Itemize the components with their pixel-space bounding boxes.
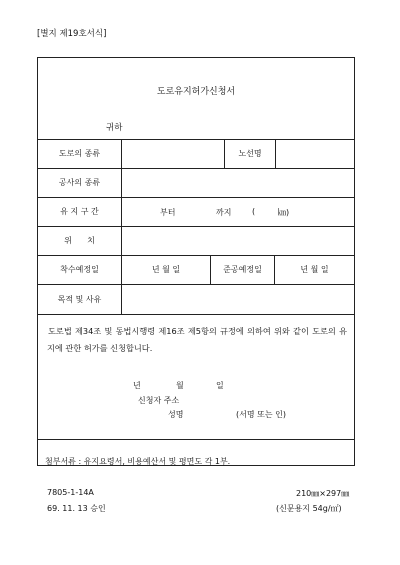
- section-to: 까지: [216, 208, 232, 217]
- section-unit-open: (: [252, 207, 256, 216]
- form-frame: [37, 57, 355, 466]
- approval-date: 69. 11. 13 승인: [47, 504, 106, 513]
- statement: 도로법 제34조 및 동법시행령 제16조 제5항의 규정에 의하여 위와 같이 도로의 유지에 관한 허가를 신청합니다.: [47, 326, 347, 353]
- completion-date-label: 준공예정일: [223, 265, 262, 274]
- sign-month: 월: [176, 381, 184, 390]
- route-name-label: 노선명: [238, 149, 262, 158]
- divider: [38, 314, 354, 315]
- completion-date-value[interactable]: 년 월 일: [300, 265, 329, 274]
- work-type-label: 공사의 종류: [58, 178, 101, 187]
- purpose-label: 목적 및 사유: [57, 294, 102, 304]
- applicant-address-label: 신청자 주소: [138, 396, 180, 405]
- route-name-field[interactable]: [276, 139, 354, 168]
- location-label: 위 치: [64, 236, 95, 245]
- location-field[interactable]: [122, 226, 354, 255]
- recipient-suffix: 귀하: [106, 123, 123, 133]
- attachments: 첨부서류 : 유지요령서, 비용예산서 및 평면도 각 1부.: [45, 457, 231, 466]
- sign-day: 일: [216, 381, 224, 390]
- form-number: [별지 제19호서식]: [37, 29, 107, 39]
- section-unit: ㎞): [278, 208, 290, 217]
- road-type-label: 도로의 종류: [58, 149, 101, 158]
- road-type-field[interactable]: [122, 139, 224, 168]
- divider: [38, 439, 354, 440]
- paper-spec: (신문용지 54g/㎡): [276, 504, 342, 513]
- form-code: 7805-1-14A: [47, 488, 94, 497]
- section-label: 유 지 구 간: [60, 207, 99, 216]
- sign-or-seal-label: (서명 또는 인): [236, 410, 286, 419]
- sign-year: 년: [133, 381, 141, 390]
- start-date-label: 착수예정일: [60, 265, 99, 274]
- start-date-value[interactable]: 년 월 일: [151, 265, 181, 274]
- form-title: 도로유지허가신청서: [156, 87, 236, 97]
- section-from: 부터: [160, 208, 176, 217]
- applicant-name-label: 성명: [168, 410, 184, 419]
- paper-size: 210㎜×297㎜: [296, 489, 350, 498]
- purpose-field[interactable]: [122, 284, 354, 314]
- work-type-field[interactable]: [122, 168, 354, 197]
